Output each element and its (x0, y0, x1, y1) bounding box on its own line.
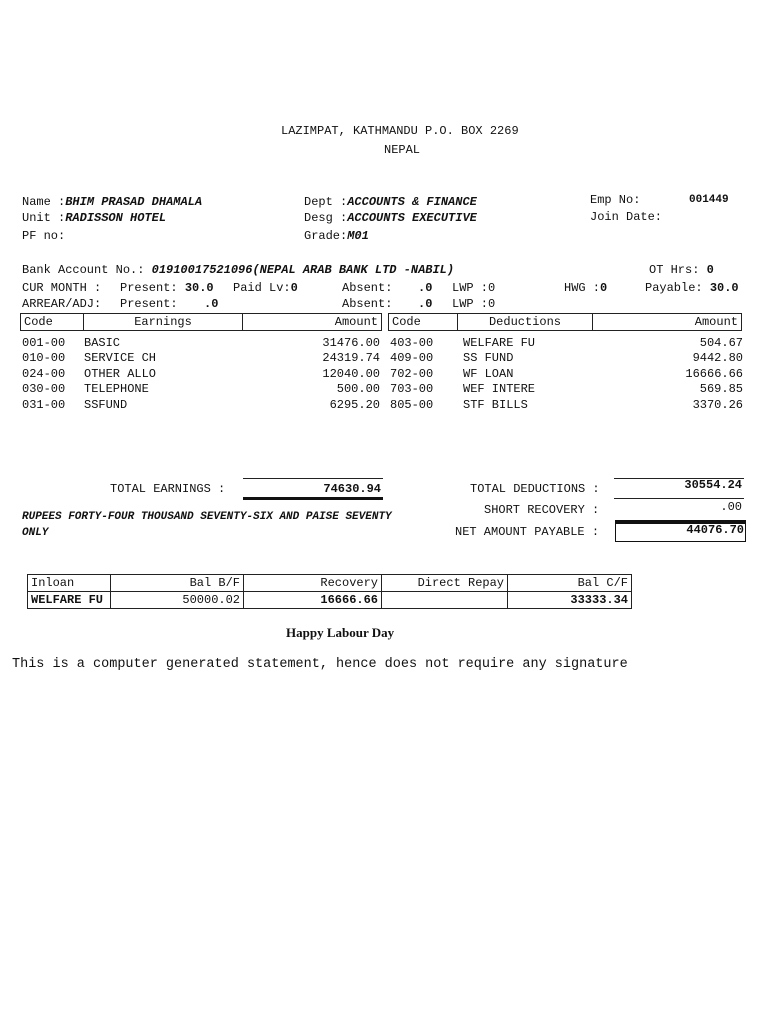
loan-recovery: 16666.66 (243, 591, 382, 609)
loan-direct-repay (381, 591, 508, 609)
earning-amount: 6295.20 (329, 398, 380, 412)
name-row (22, 195, 202, 209)
loan-bal-bf: 50000.02 (110, 591, 244, 609)
employee-empno: 001449 (689, 194, 729, 206)
address-line2: NEPAL (384, 143, 421, 157)
earning-code: 031-00 (22, 398, 66, 412)
header-code: Code (20, 313, 84, 331)
short-recovery-label: SHORT RECOVERY : (484, 503, 600, 517)
present-row (120, 281, 214, 295)
bank-row (22, 263, 454, 277)
employee-name: BHIM PRASAD DHAMALA (65, 195, 203, 209)
deduction-name: WF LOAN (463, 367, 514, 381)
header-earnings: Earnings (83, 313, 243, 331)
header-amount: Amount (242, 313, 382, 331)
short-recovery-value: .00 (720, 500, 742, 514)
earning-name: SSFUND (84, 398, 128, 412)
arrear-absent-value: .0 (418, 297, 433, 311)
arrear-lwp-label: LWP : (452, 297, 489, 311)
join-date-label: Join Date: (590, 210, 663, 224)
total-earnings-label: TOTAL EARNINGS : (110, 482, 226, 496)
employee-unit: RADISSON HOTEL (65, 211, 167, 225)
footer-note: This is a computer generated statement, hence does not require any signature (12, 657, 628, 672)
ot-label: OT Hrs: (649, 263, 700, 277)
ot-value: 0 (706, 263, 714, 277)
grade-row (304, 229, 369, 243)
earning-code: 010-00 (22, 351, 66, 365)
earning-amount: 12040.00 (322, 367, 380, 381)
pf-label: PF no: (22, 229, 66, 243)
total-earnings-rule-top (243, 478, 383, 479)
earning-code: 001-00 (22, 336, 66, 350)
arrear-present-value: .0 (204, 297, 219, 311)
lwp-value: 0 (488, 281, 496, 295)
deduction-name: WELFARE FU (463, 336, 536, 350)
payable-value: 30.0 (709, 281, 739, 295)
deduction-code: 703-00 (390, 382, 434, 396)
arrear-present-label: Present: (120, 297, 178, 311)
earning-amount: 31476.00 (322, 336, 380, 350)
deduction-name: STF BILLS (463, 398, 528, 412)
loan-header-bal-cf: Bal C/F (507, 574, 632, 592)
paidlv-row (233, 281, 298, 295)
absent-value: .0 (418, 281, 433, 295)
arrear-lwp-value: 0 (488, 297, 496, 311)
loan-header-recovery: Recovery (243, 574, 382, 592)
deduction-code: 805-00 (390, 398, 434, 412)
loan-header-inloan: Inloan (27, 574, 111, 592)
loan-header-direct-repay: Direct Repay (381, 574, 508, 592)
lwp-row (452, 281, 495, 295)
greeting: Happy Labour Day (286, 625, 395, 640)
net-payable-value: 44076.70 (686, 523, 744, 537)
total-deductions-rule-bottom (614, 498, 744, 499)
deduction-name: WEF INTERE (463, 382, 536, 396)
hwg-label: HWG : (564, 281, 601, 295)
employee-desg: ACCOUNTS EXECUTIVE (347, 211, 477, 225)
present-label: Present: (120, 281, 178, 295)
deduction-amount: 569.85 (699, 382, 743, 396)
arrear-absent-label: Absent: (342, 297, 393, 311)
earning-name: BASIC (84, 336, 121, 350)
amount-in-words-line1: RUPEES FORTY-FOUR THOUSAND SEVENTY-SIX AND PAISE SEVENTY (22, 511, 392, 523)
arrear-label: ARREAR/ADJ: (22, 297, 102, 311)
deduction-code: 403-00 (390, 336, 434, 350)
total-deductions-label: TOTAL DEDUCTIONS : (470, 482, 600, 496)
unit-row (22, 211, 166, 225)
empno-label: Emp No: (590, 193, 641, 207)
earning-name: OTHER ALLO (84, 367, 157, 381)
header-deductions: Deductions (457, 313, 593, 331)
deduction-name: SS FUND (463, 351, 514, 365)
loan-name: WELFARE FU (27, 591, 111, 609)
deduction-amount: 16666.66 (685, 367, 743, 381)
employee-dept: ACCOUNTS & FINANCE (347, 195, 477, 209)
earning-amount: 24319.74 (322, 351, 380, 365)
payable-row (645, 281, 739, 295)
net-payable-box (615, 520, 746, 542)
absent-label: Absent: (342, 281, 393, 295)
deduction-amount: 504.67 (699, 336, 743, 350)
earning-code: 024-00 (22, 367, 66, 381)
loan-bal-cf: 33333.34 (507, 591, 632, 609)
hwg-value: 0 (600, 281, 608, 295)
deduction-code: 409-00 (390, 351, 434, 365)
earning-amount: 500.00 (336, 382, 380, 396)
paidlv-label: Paid Lv: (233, 281, 291, 295)
earning-name: SERVICE CH (84, 351, 157, 365)
lwp-label: LWP : (452, 281, 489, 295)
earning-code: 030-00 (22, 382, 66, 396)
deduction-amount: 9442.80 (692, 351, 743, 365)
cur-month-label: CUR MONTH : (22, 281, 102, 295)
bank-label: Bank Account No.: (22, 263, 145, 277)
loan-header-bal-bf: Bal B/F (110, 574, 244, 592)
earning-name: TELEPHONE (84, 382, 149, 396)
total-earnings-value: 74630.94 (323, 482, 381, 496)
present-value: 30.0 (184, 281, 214, 295)
dept-label: Dept : (304, 195, 348, 209)
header-code-2: Code (388, 313, 458, 331)
employee-grade: M01 (347, 229, 369, 243)
bank-account: 01910017521096(NEPAL ARAB BANK LTD -NABIL) (151, 263, 455, 277)
ot-row (649, 263, 714, 277)
dept-row (304, 195, 477, 209)
grade-label: Grade: (304, 229, 348, 243)
unit-label: Unit : (22, 211, 66, 225)
arrear-lwp-row (452, 297, 495, 311)
header-amount-2: Amount (592, 313, 742, 331)
deduction-code: 702-00 (390, 367, 434, 381)
net-payable-label: NET AMOUNT PAYABLE : (455, 525, 600, 539)
total-deductions-value: 30554.24 (684, 478, 742, 492)
name-label: Name : (22, 195, 66, 209)
hwg-row (564, 281, 607, 295)
address-line1: LAZIMPAT, KATHMANDU P.O. BOX 2269 (281, 124, 519, 138)
paidlv-value: 0 (290, 281, 298, 295)
total-earnings-rule-bottom (243, 497, 383, 500)
payable-label: Payable: (645, 281, 703, 295)
amount-in-words-line2: ONLY (22, 527, 49, 539)
deduction-amount: 3370.26 (692, 398, 743, 412)
desg-row (304, 211, 477, 225)
desg-label: Desg : (304, 211, 348, 225)
